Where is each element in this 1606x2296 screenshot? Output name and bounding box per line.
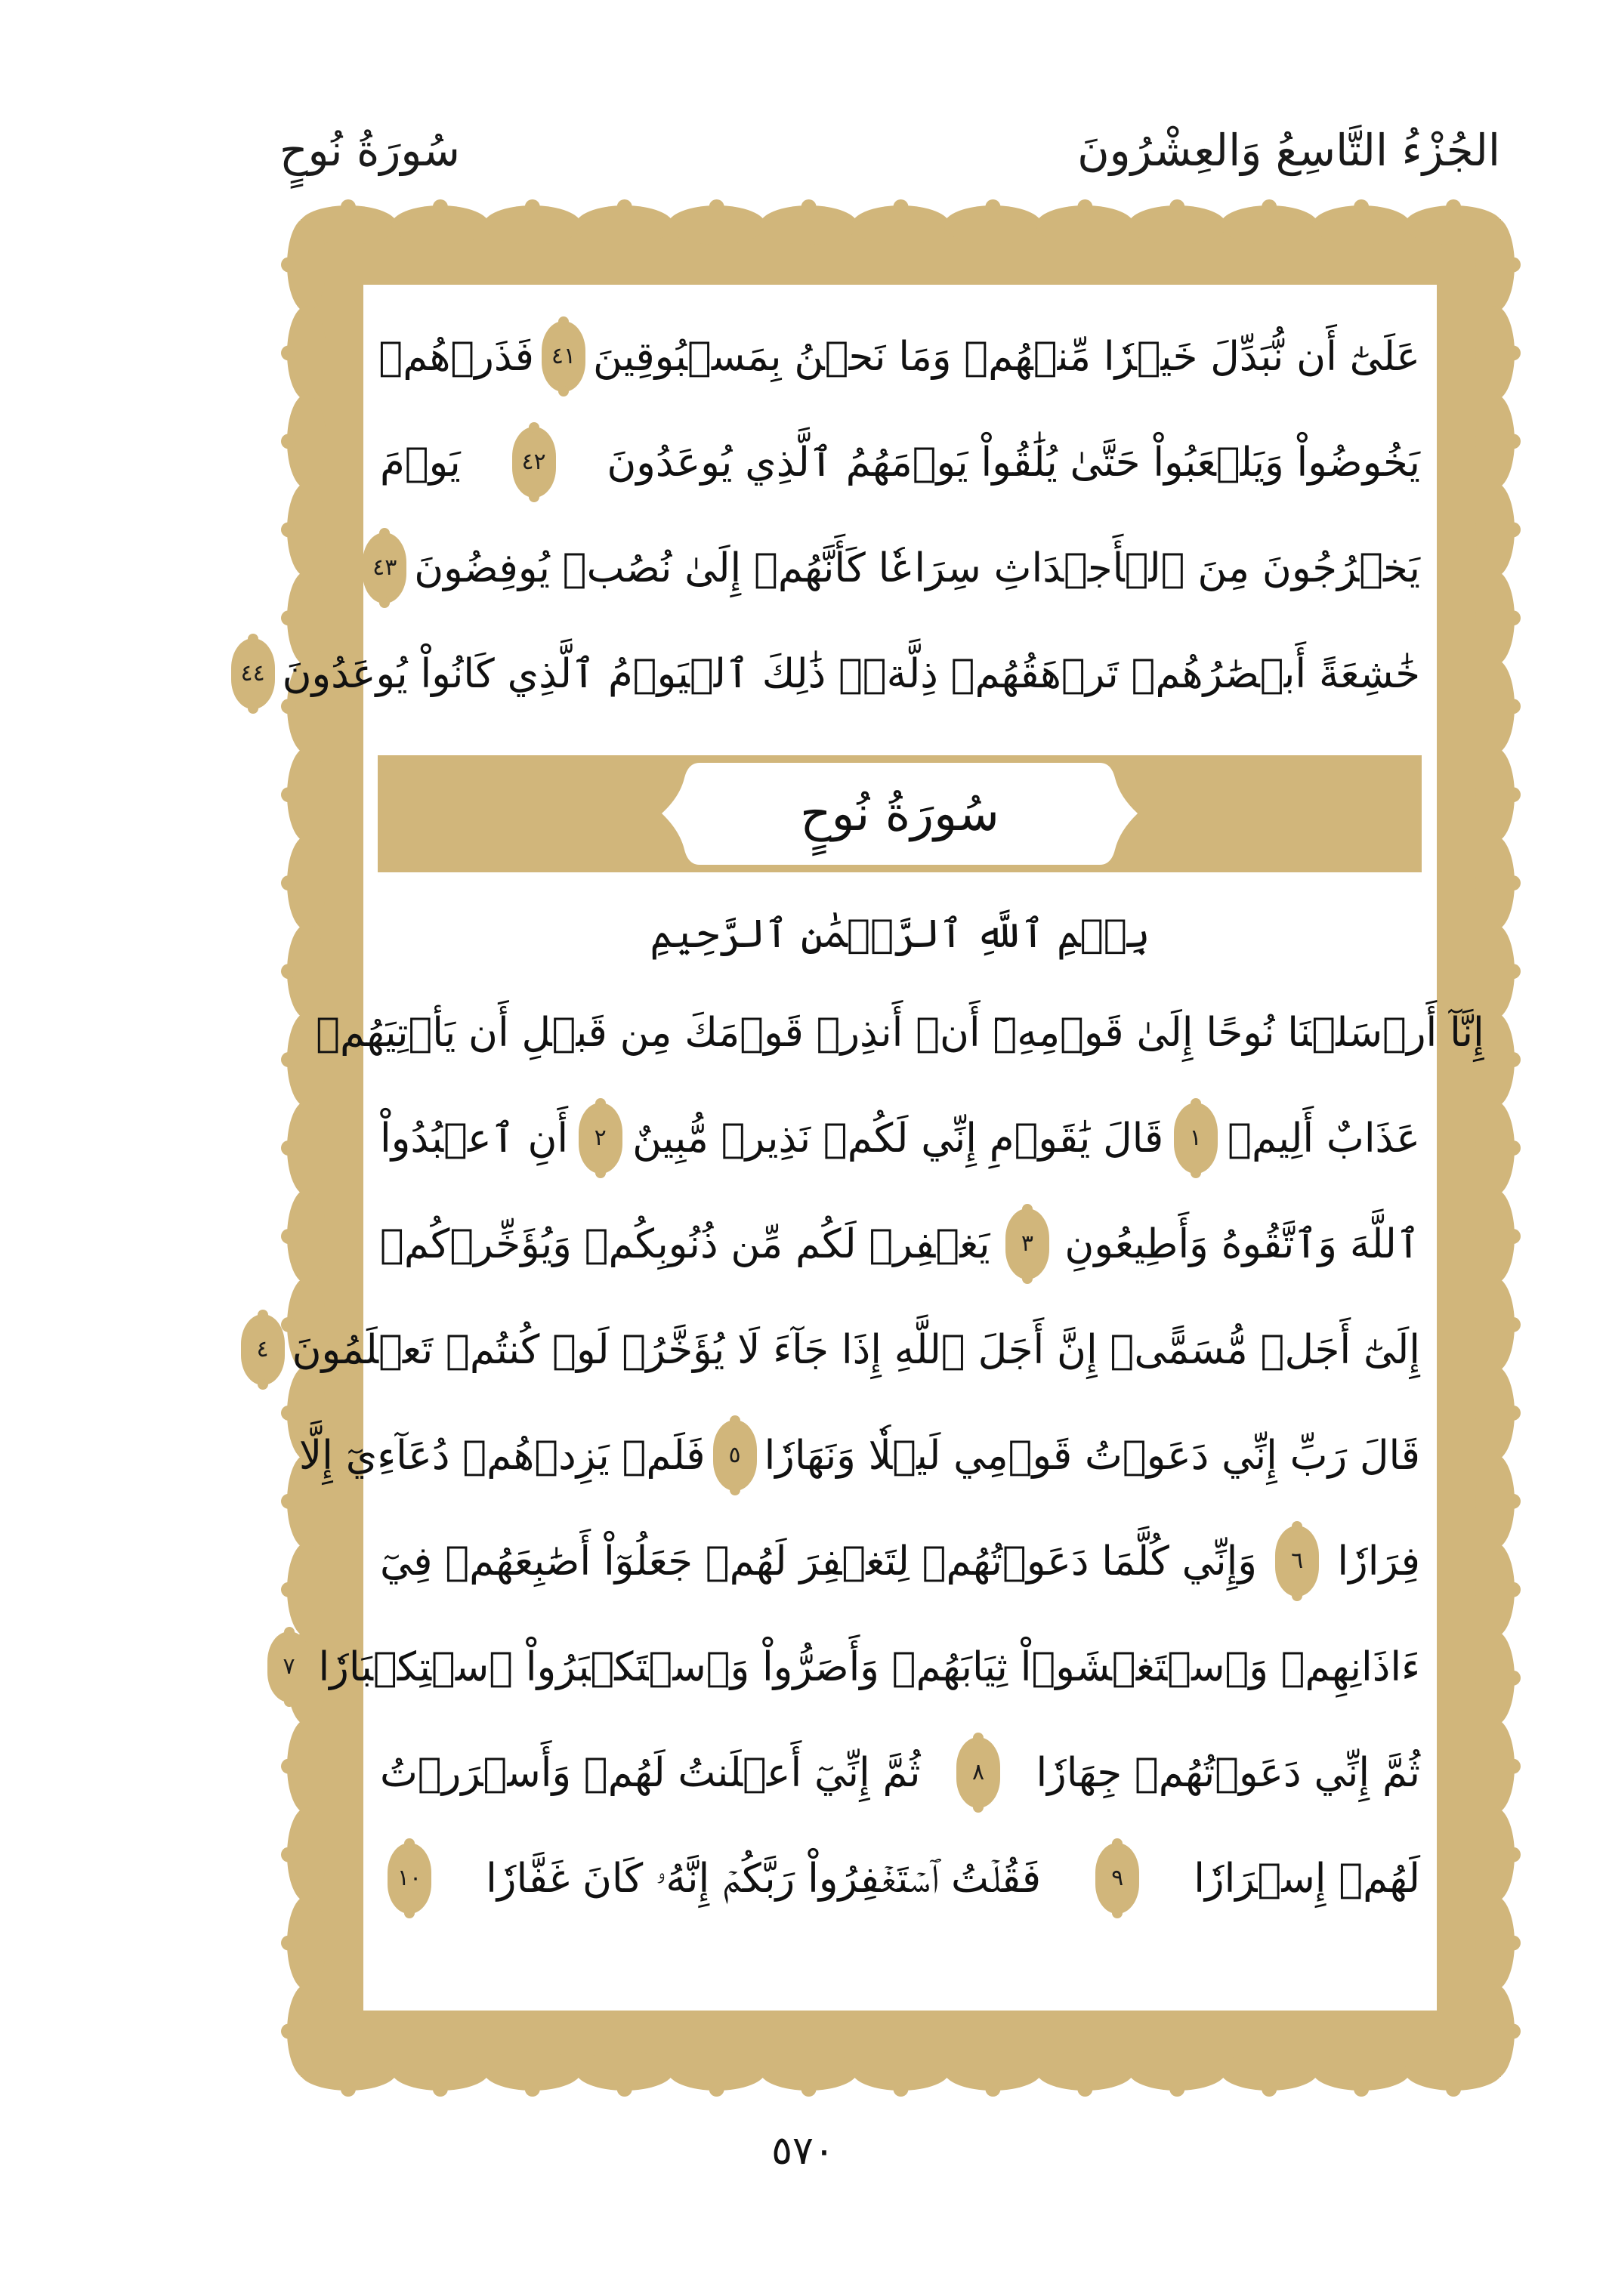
- frame-bead: [281, 257, 296, 272]
- frame-bead: [281, 699, 296, 714]
- verse-text: فِرَارٗا: [1337, 1538, 1420, 1585]
- verse-text: ءَاذَانِهِمۡ وَٱسۡتَغۡشَوۡاْ ثِيَابَهُمۡ وَأَصَرُّواْ وَٱسۡتَكۡبَرُواْ ٱسۡتِكۡبَارٗا: [318, 1643, 1420, 1690]
- ayah-marker: ٤٣: [363, 532, 406, 603]
- frame-bead: [1446, 2082, 1461, 2097]
- verse-text: لَهُمۡ إِسۡرَارٗا: [1194, 1855, 1420, 1902]
- verse-text: عَلَىٰٓ أَن نُّبَدِّلَ خَيۡرٗا مِّنۡهُمۡ وَمَا نَحۡنُ بِمَسۡبُوقِينَ: [593, 333, 1420, 380]
- frame-bead: [1354, 2082, 1369, 2097]
- verse-line: [380, 1833, 1420, 1924]
- ayah-marker: ٤٤: [231, 638, 275, 709]
- verse-text: يَغۡفِرۡ لَكُم مِّن ذُنُوبِكُمۡ وَيُؤَخِّرۡكُمۡ: [380, 1221, 990, 1267]
- verse-text: قَالَ رَبِّ إِنِّي دَعَوۡتُ قَوۡمِي لَيۡلٗا وَنَهَارٗا: [764, 1432, 1420, 1479]
- ayah-marker: ٢: [579, 1103, 622, 1174]
- verse-text: ثُمَّ إِنِّي دَعَوۡتُهُمۡ جِهَارٗا: [1036, 1749, 1420, 1796]
- verse-text: إِلَىٰٓ أَجَلٖ مُّسَمًّىۚ إِنَّ أَجَلَ ٱللَّهِ إِذَا جَآءَ لَا يُؤَخَّرُۚ لَوۡ كُنتُمۡ تَعۡلَمُونَ: [292, 1326, 1420, 1373]
- frame-bead: [281, 1847, 296, 1862]
- frame-bead: [433, 199, 448, 214]
- frame-bead: [1506, 1847, 1521, 1862]
- frame-bead: [281, 345, 296, 360]
- frame-bead: [1506, 1406, 1521, 1421]
- verse-text: قَالَ يَٰقَوۡمِ إِنِّي لَكُمۡ نَذِيرٞ مُّبِينٌ: [632, 1115, 1164, 1162]
- frame-bead: [433, 2082, 448, 2097]
- frame-bead: [281, 1140, 296, 1156]
- page-number: ٥٧٠: [771, 2128, 835, 2174]
- frame-bead: [709, 2082, 724, 2097]
- verse-line: [380, 1727, 1420, 1818]
- verse-line: [380, 1093, 1420, 1183]
- juz-title: الجُزْءُ التَّاسِعُ وَالعِشْرُونَ: [1077, 125, 1500, 176]
- frame-bead: [1169, 2082, 1184, 2097]
- verse-text: خَٰشِعَةً أَبۡصَٰرُهُمۡ تَرۡهَقُهُمۡ ذِلَّةٞۚ ذَٰلِكَ ٱلۡيَوۡمُ ٱلَّذِي كَانُواْ يُوعَدُونَ: [282, 650, 1420, 697]
- frame-bead: [1506, 610, 1521, 625]
- frame-bead: [281, 1494, 296, 1509]
- verse-line: [380, 1516, 1420, 1606]
- ayah-marker: ٥: [713, 1420, 757, 1491]
- ayah-marker: ٩: [1095, 1843, 1139, 1914]
- frame-bead: [1506, 345, 1521, 360]
- frame-bead: [281, 1582, 296, 1597]
- text-panel: [240, 285, 1484, 2011]
- frame-bead: [1506, 1317, 1521, 1332]
- verse-line: [380, 1199, 1420, 1289]
- surah-title: سُورَةُ نُوحٍ: [800, 785, 999, 842]
- frame-bead: [1262, 199, 1277, 214]
- frame-bead: [281, 1759, 296, 1774]
- verse-line: [380, 311, 1420, 402]
- verse-text: فَقُلۡتُ ٱسۡتَغۡفِرُواْ رَبَّكُمۡ إِنَّهُۥ كَانَ غَفَّارٗا: [486, 1855, 1042, 1902]
- verse-text: فَلَمۡ يَزِدۡهُمۡ دُعَآءِيٓ إِلَّا: [298, 1432, 706, 1479]
- frame-bead: [525, 2082, 540, 2097]
- verse-line: [256, 1304, 1420, 1395]
- frame-bead: [1506, 1494, 1521, 1509]
- frame-bead: [1506, 1759, 1521, 1774]
- frame-bead: [985, 199, 1000, 214]
- frame-bead: [525, 199, 540, 214]
- frame-bead: [1506, 1140, 1521, 1156]
- frame-bead: [1506, 1671, 1521, 1686]
- frame-bead: [1506, 1582, 1521, 1597]
- frame-bead: [617, 199, 632, 214]
- ayah-marker: ٦: [1275, 1526, 1319, 1597]
- frame-bead: [1506, 434, 1521, 449]
- ayah-marker: ٤٢: [512, 427, 556, 498]
- frame-bead: [341, 199, 356, 214]
- frame-bead: [1506, 522, 1521, 537]
- verse-text: أَنِ ٱعۡبُدُواْ: [380, 1115, 569, 1162]
- ayah-marker: ٤١: [542, 321, 585, 392]
- verse-text: يَخُوضُواْ وَيَلۡعَبُواْ حَتَّىٰ يُلَٰقُواْ يَوۡمَهُمُ ٱلَّذِي يُوعَدُونَ: [607, 439, 1420, 486]
- frame-bead: [281, 610, 296, 625]
- frame-bead: [1506, 964, 1521, 979]
- frame-bead: [1354, 199, 1369, 214]
- ayah-marker: ٤: [241, 1314, 285, 1385]
- frame-bead: [281, 875, 296, 890]
- frame-bead: [1506, 1936, 1521, 1951]
- frame-bead: [1506, 787, 1521, 802]
- verse-line: [380, 417, 1420, 508]
- verse-text: وَإِنِّي كُلَّمَا دَعَوۡتُهُمۡ لِتَغۡفِرَ لَهُمۡ جَعَلُوٓاْ أَصَٰبِعَهُمۡ فِيٓ: [380, 1538, 1257, 1585]
- verse-line: [316, 987, 1484, 1078]
- verse-line: [298, 1410, 1420, 1501]
- verse-line: [240, 628, 1420, 719]
- frame-bead: [281, 1936, 296, 1951]
- surah-running-title: سُورَةُ نُوحٍ: [280, 125, 460, 176]
- ayah-marker: ٨: [956, 1737, 1000, 1808]
- ayah-marker: ٧: [267, 1631, 311, 1702]
- frame-bead: [1506, 1229, 1521, 1244]
- frame-bead: [281, 1229, 296, 1244]
- frame-bead: [617, 2082, 632, 2097]
- frame-bead: [1506, 2024, 1521, 2039]
- frame-bead: [985, 2082, 1000, 2097]
- frame-bead: [801, 2082, 817, 2097]
- frame-bead: [281, 787, 296, 802]
- frame-bead: [1169, 199, 1184, 214]
- frame-bead: [1506, 699, 1521, 714]
- frame-bead: [281, 522, 296, 537]
- verse-text: يَوۡمَ: [380, 439, 461, 486]
- verse-text: عَذَابٌ أَلِيمٞ: [1228, 1115, 1420, 1162]
- ayah-marker: ١: [1174, 1103, 1218, 1174]
- verse-text: فَذَرۡهُمۡ: [378, 333, 534, 380]
- surah-header-band: [378, 755, 1422, 872]
- frame-bead: [1262, 2082, 1277, 2097]
- frame-bead: [281, 1052, 296, 1067]
- frame-bead: [1506, 1052, 1521, 1067]
- frame-bead: [801, 199, 817, 214]
- verse-text: ٱللَّهَ وَٱتَّقُوهُ وَأَطِيعُونِ: [1064, 1221, 1420, 1267]
- verse-text: يَخۡرُجُونَ مِنَ ٱلۡأَجۡدَاثِ سِرَاعٗا كَأَنَّهُمۡ إِلَىٰ نُصُبٖ يُوفِضُونَ: [414, 545, 1420, 591]
- ayah-marker: ٣: [1005, 1208, 1049, 1279]
- frame-bead: [1506, 875, 1521, 890]
- frame-bead: [281, 1406, 296, 1421]
- frame-bead: [281, 964, 296, 979]
- frame-bead: [894, 199, 909, 214]
- frame-bead: [281, 434, 296, 449]
- verse-text: إِنَّآ أَرۡسَلۡنَا نُوحًا إِلَىٰ قَوۡمِهِۦٓ أَنۡ أَنذِرۡ قَوۡمَكَ مِن قَبۡلِ أَن يَأۡتِيَهُمۡ: [316, 1009, 1484, 1056]
- frame-bead: [1446, 199, 1461, 214]
- frame-bead: [281, 2024, 296, 2039]
- frame-bead: [1077, 2082, 1092, 2097]
- frame-bead: [1077, 199, 1092, 214]
- bismillah: بِسۡمِ ٱللَّهِ ٱلرَّحۡمَٰنِ ٱلرَّحِيمِ: [650, 912, 1150, 957]
- frame-bead: [341, 2082, 356, 2097]
- frame-bead: [1506, 257, 1521, 272]
- ayah-marker: ١٠: [388, 1843, 431, 1914]
- frame-bead: [894, 2082, 909, 2097]
- frame-bead: [709, 199, 724, 214]
- verse-line: [372, 523, 1420, 613]
- verse-text: ثُمَّ إِنِّيٓ أَعۡلَنتُ لَهُمۡ وَأَسۡرَرۡتُ: [380, 1749, 921, 1796]
- verse-line: [283, 1622, 1420, 1712]
